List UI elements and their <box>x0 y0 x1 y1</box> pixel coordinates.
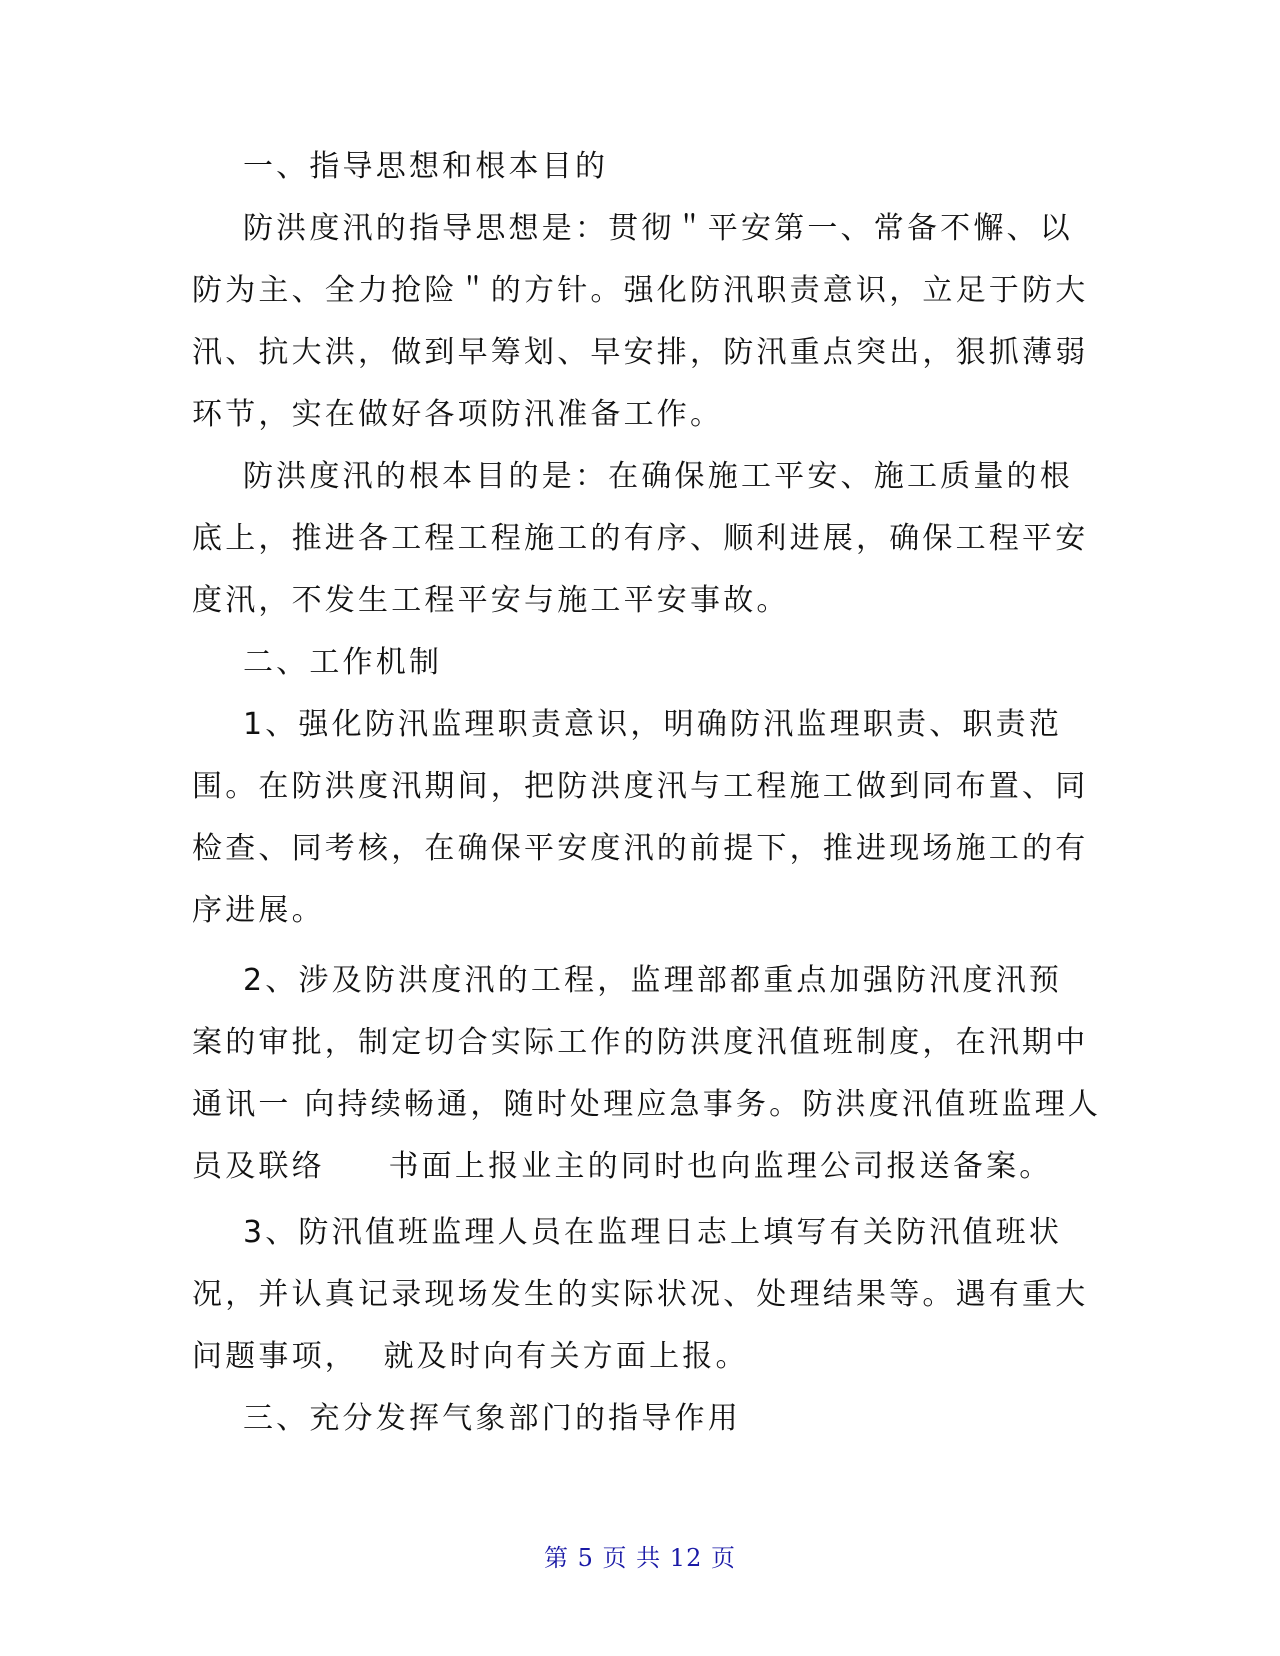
heading-guiding-principle: 一、指导思想和根本目的 <box>192 149 609 184</box>
paragraph-line: 底上，推进各工程工程施工的有序、顺利进展，确保工程平安 <box>192 521 1089 556</box>
paragraph-line: 通讯一 向持续畅通，随时处理应急事务。防洪度汛值班监理人 <box>192 1087 1102 1122</box>
heading-weather-guidance: 三、充分发挥气象部门的指导作用 <box>192 1401 741 1436</box>
paragraph-line: 围。在防洪度汛期间，把防洪度汛与工程施工做到同布置、同 <box>192 769 1089 804</box>
paragraph-line: 问题事项， 就及时向有关方面上报。 <box>192 1339 749 1374</box>
paragraph-line: 案的审批，制定切合实际工作的防洪度汛值班制度，在汛期中 <box>192 1025 1089 1060</box>
page-number-footer: 第 5 页 共 12 页 <box>544 1544 736 1572</box>
document-body <box>192 136 1102 1450</box>
heading-work-mechanism: 二、工作机制 <box>192 645 443 680</box>
paragraph-line: 防为主、全力抢险＂的方针。强化防汛职责意识，立足于防大 <box>192 273 1089 308</box>
paragraph-line: 1、强化防汛监理职责意识，明确防汛监理职责、职责范 <box>192 707 1063 742</box>
paragraph-line: 防洪度汛的指导思想是：贯彻＂平安第一、常备不懈、以 <box>192 211 1073 246</box>
paragraph-line: 员及联络 书面上报业主的同时也向监理公司报送备案。 <box>192 1149 1053 1184</box>
paragraph-line: 检查、同考核，在确保平安度汛的前提下，推进现场施工的有 <box>192 831 1089 866</box>
paragraph-line: 环节，实在做好各项防汛准备工作。 <box>192 397 724 432</box>
paragraph-line: 序进展。 <box>192 893 325 928</box>
paragraph-line: 3、防汛值班监理人员在监理日志上填写有关防汛值班状 <box>192 1215 1063 1250</box>
paragraph-line: 度汛，不发生工程平安与施工平安事故。 <box>192 583 790 618</box>
paragraph-line: 况，并认真记录现场发生的实际状况、处理结果等。遇有重大 <box>192 1277 1089 1312</box>
paragraph-line: 汛、抗大洪，做到早筹划、早安排，防汛重点突出，狠抓薄弱 <box>192 335 1089 370</box>
paragraph-line: 防洪度汛的根本目的是：在确保施工平安、施工质量的根 <box>192 459 1073 494</box>
paragraph-line: 2、涉及防洪度汛的工程，监理部都重点加强防汛度汛预 <box>192 963 1063 998</box>
